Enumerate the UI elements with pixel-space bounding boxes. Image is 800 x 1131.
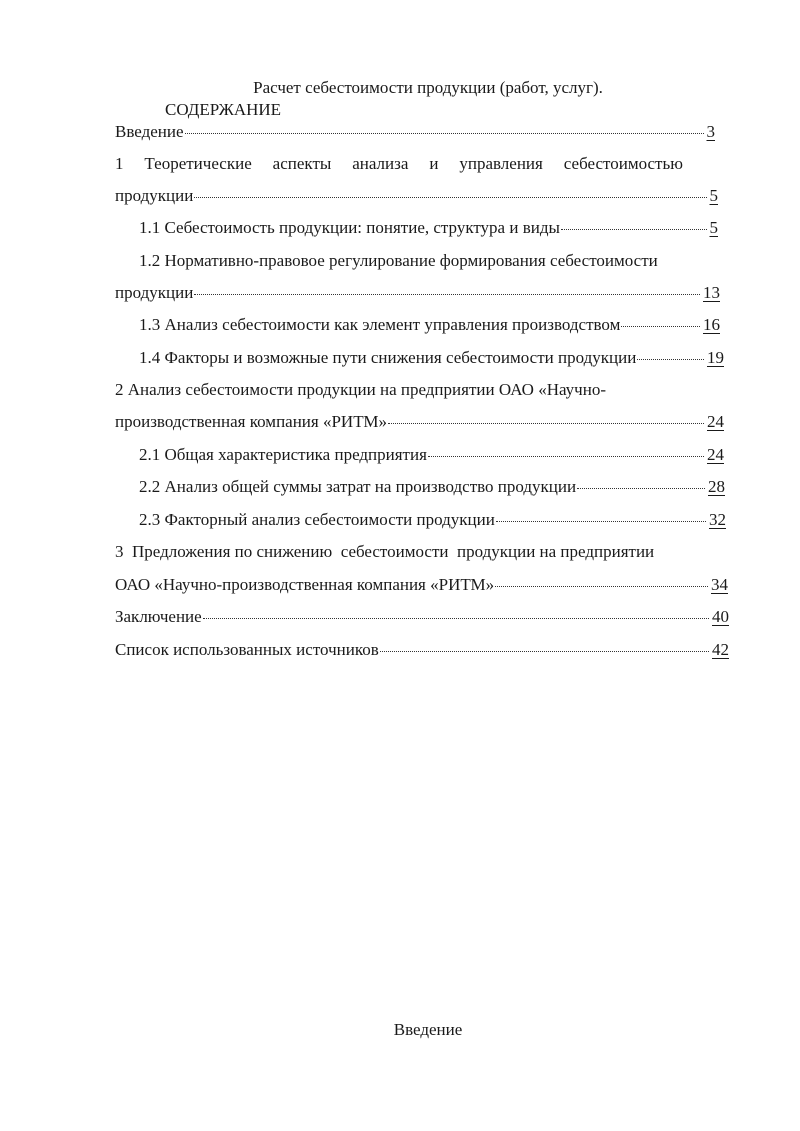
toc-entry-text: продукции xyxy=(115,186,194,205)
dot-leader xyxy=(495,586,708,587)
toc-page-number: 34 xyxy=(711,575,728,594)
toc-entry-section-1-4[interactable] xyxy=(139,346,724,370)
toc-entry-section-3-line1[interactable]: 3 Предложения по снижению себестоимости продукции на предприятии xyxy=(115,542,655,561)
toc-page-number: 19 xyxy=(707,348,724,367)
toc-page-number: 32 xyxy=(709,510,726,529)
toc-entry-text: Введение xyxy=(115,122,184,141)
dot-leader xyxy=(621,326,700,327)
toc-entry-text: 1.4 Факторы и возможные пути снижения себестоимости продукции xyxy=(139,348,637,367)
dot-leader xyxy=(577,488,705,489)
toc-entry-text: 2.3 Факторный анализ себестоимости продукции xyxy=(139,510,495,529)
toc-entry-text: Список использованных источников xyxy=(115,640,379,659)
dot-leader xyxy=(185,133,704,134)
toc-word: Теоретические xyxy=(144,154,252,173)
toc-page-number: 40 xyxy=(712,607,729,626)
toc-page-number: 24 xyxy=(707,445,724,464)
toc-word: аспекты xyxy=(272,154,332,173)
dot-leader xyxy=(388,423,704,424)
toc-page-number: 5 xyxy=(709,186,718,205)
toc-entry-section-2-3[interactable] xyxy=(139,508,726,532)
next-section-title: Введение xyxy=(393,1020,463,1039)
toc-entry-text: производственная компания «РИТМ» xyxy=(115,412,387,431)
toc-page-number: 24 xyxy=(707,412,724,431)
toc-entry-section-1-3[interactable] xyxy=(139,313,720,337)
dot-leader xyxy=(203,618,709,619)
toc-heading: СОДЕРЖАНИЕ xyxy=(165,100,282,119)
toc-page-number: 13 xyxy=(703,283,720,302)
toc-page-number: 28 xyxy=(708,477,725,496)
document-title: Расчет себестоимости продукции (работ, услуг). xyxy=(253,78,603,97)
toc-page-number: 42 xyxy=(712,640,729,659)
toc-entry-section-2[interactable] xyxy=(115,410,724,434)
toc-entry-text: ОАО «Научно-производственная компания «РИТМ» xyxy=(115,575,495,594)
toc-entry-text: 1.3 Анализ себестоимости как элемент управления производством xyxy=(139,315,621,334)
toc-page-number: 5 xyxy=(709,218,718,237)
toc-entry-section-1-2-line1[interactable]: 1.2 Нормативно-правовое регулирование формирования себестоимости xyxy=(139,251,658,270)
toc-entry-section-3[interactable] xyxy=(115,573,728,597)
toc-entry-section-2-1[interactable] xyxy=(139,443,724,467)
toc-entry-text: 2.2 Анализ общей суммы затрат на производство продукции xyxy=(139,477,577,496)
toc-entry-section-1-1[interactable] xyxy=(139,216,718,240)
toc-entry-intro[interactable] xyxy=(115,120,715,144)
dot-leader xyxy=(561,229,707,230)
toc-entry-text: 1.1 Себестоимость продукции: понятие, структура и виды xyxy=(139,218,560,237)
toc-entry-section-1[interactable] xyxy=(115,184,718,208)
toc-entry-text: 2.1 Общая характеристика предприятия xyxy=(139,445,427,464)
dot-leader xyxy=(428,456,704,457)
toc-entry-text: Заключение xyxy=(115,607,202,626)
toc-word: себестоимостью xyxy=(563,154,683,173)
toc-entry-sources[interactable] xyxy=(115,638,729,662)
toc-entry-text: продукции xyxy=(115,283,194,302)
toc-entry-conclusion[interactable] xyxy=(115,605,729,629)
toc-entry-section-2-2[interactable] xyxy=(139,475,725,499)
toc-word: управления xyxy=(459,154,543,173)
toc-entry-section-1-line1[interactable] xyxy=(115,152,683,176)
toc-entry-section-1-2[interactable] xyxy=(115,281,720,305)
dot-leader xyxy=(380,651,709,652)
dot-leader xyxy=(194,197,706,198)
toc-word: анализа xyxy=(352,154,409,173)
dot-leader xyxy=(194,294,700,295)
toc-page-number: 16 xyxy=(703,315,720,334)
toc-page-number: 3 xyxy=(706,122,715,141)
toc-word: и xyxy=(429,154,439,173)
toc-word: 1 xyxy=(115,154,124,173)
dot-leader xyxy=(637,359,704,360)
dot-leader xyxy=(496,521,706,522)
toc-entry-section-2-line1[interactable]: 2 Анализ себестоимости продукции на предприятии ОАО «Научно- xyxy=(115,380,606,399)
